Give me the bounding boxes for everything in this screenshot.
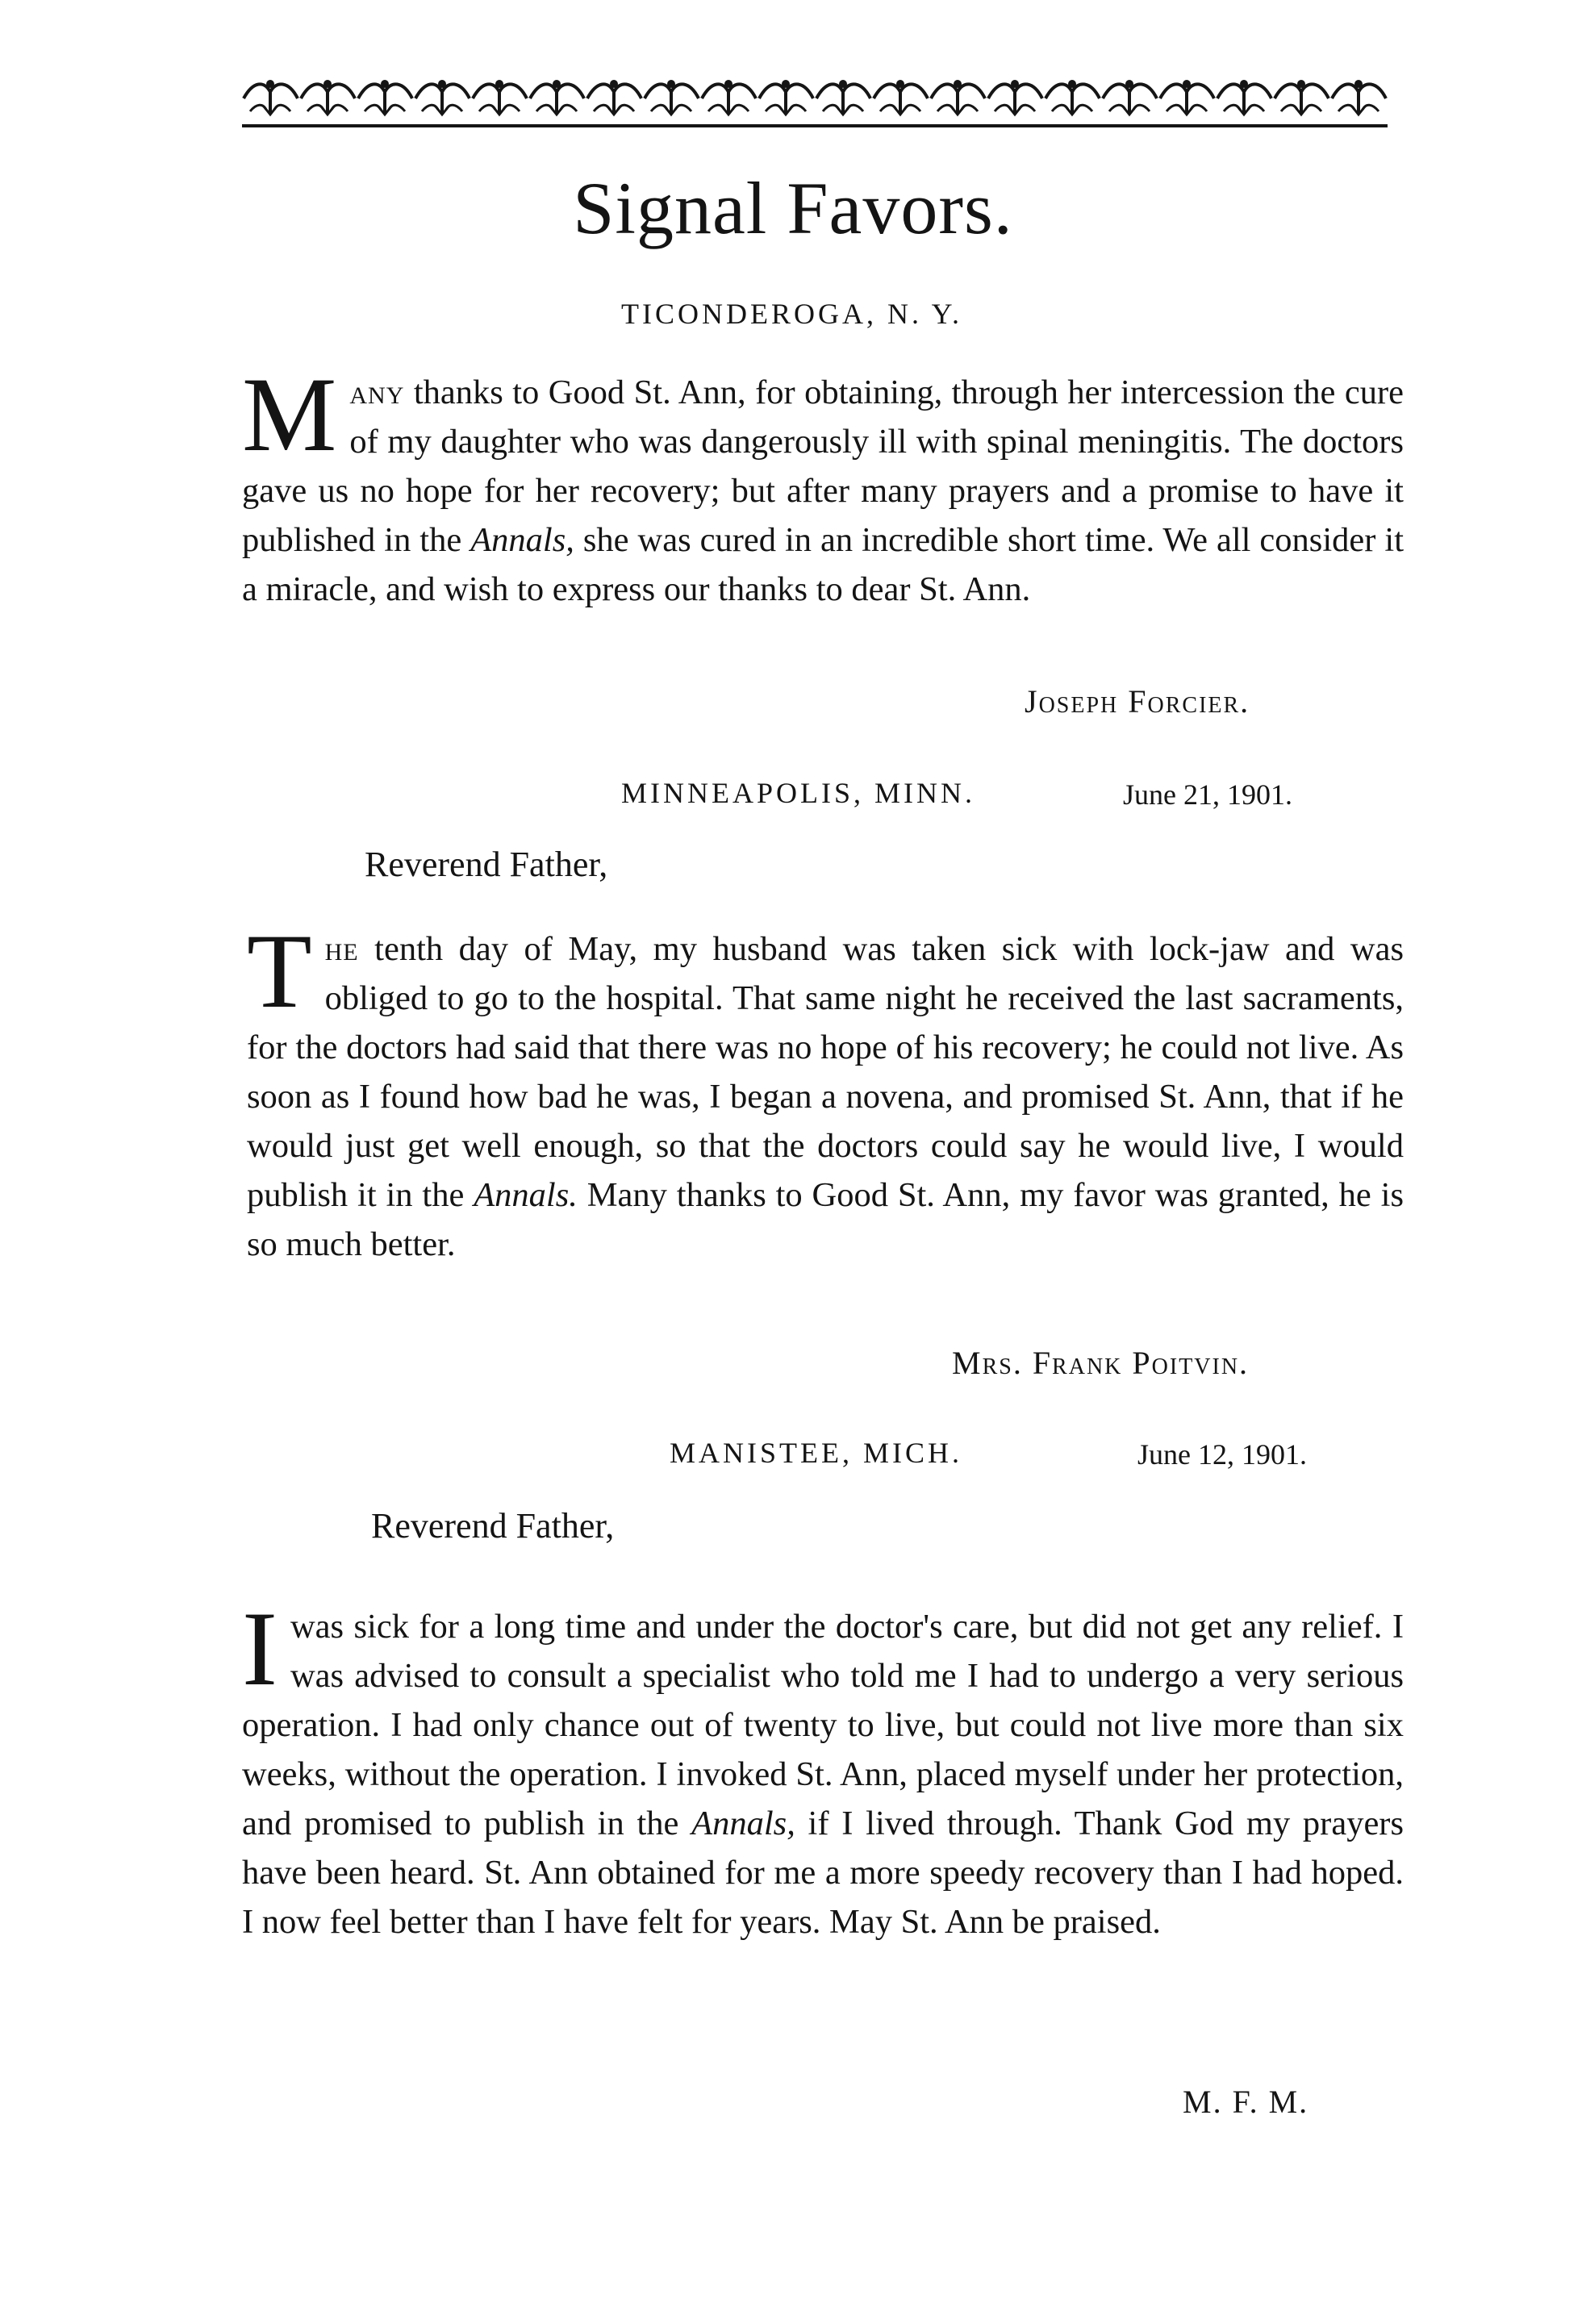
- annals-italic: Annals,: [470, 521, 574, 559]
- body-text: Many thanks to Good St. Ann, my favor was granted, he is so much better.: [247, 1176, 1404, 1263]
- letter-body: [242, 1589, 1404, 1946]
- letter-date: June 12, 1901.: [1137, 1438, 1307, 1471]
- letter-body: [242, 355, 1404, 614]
- annals-italic: Annals,: [691, 1805, 795, 1842]
- page-title: Signal Favors.: [573, 167, 1013, 249]
- lead-word: he: [324, 930, 359, 968]
- body-text: was sick for a long time and under the doctor's care, but did not get any relief. I was advised to consult a specialist who told me I had to undergo a very serious operation. I had only chance out of twenty to live, but could not live more than six weeks, without the operation. I invoked St. Ann, placed myself under her protection, and promised to publish in the: [242, 1608, 1404, 1842]
- letter-body: [247, 912, 1404, 1269]
- letter-place: TICONDEROGA, N. Y.: [621, 298, 962, 330]
- body-text: tenth day of May, my husband was taken sick with lock-jaw and was obliged to go to the hospital. That same night he received the last sacraments, for the doctors had said that there was no hope of his recovery; he could not live. As soon as I found how bad he was, I began a novena, and promised St. Ann, that if he would just get well enough, so that the doctors could say he would live, I would publish it in the: [247, 930, 1404, 1214]
- decorative-border-ornament: [242, 74, 1388, 132]
- signature: Joseph Forcier.: [1025, 683, 1250, 720]
- drop-cap: M: [242, 355, 337, 474]
- body-text: if I lived through. Thank God my prayers have been heard. St. Ann obtained for me a more speedy recovery than I had hoped. I now feel better than I have felt for years. May St. Ann be praised.: [242, 1805, 1404, 1941]
- letter-place: MINNEAPOLIS, MINN.: [621, 777, 975, 809]
- letter-date: June 21, 1901.: [1123, 778, 1292, 811]
- salutation: Reverend Father,: [365, 845, 608, 884]
- body-text: thanks to Good St. Ann, for obtaining, through her intercession the cure of my daughter who was dangerously ill with spinal meningitis. The doctors gave us no hope for her recovery; but after many prayers and a promise to have it published in the: [242, 373, 1404, 559]
- signature: Mrs. Frank Poitvin.: [952, 1345, 1250, 1381]
- drop-cap: I: [242, 1589, 278, 1708]
- body-text: she was cured in an incredible short time. We all consider it a miracle, and wish to express our thanks to dear St. Ann.: [242, 521, 1404, 608]
- salutation: Reverend Father,: [371, 1506, 615, 1546]
- drop-cap: T: [247, 912, 312, 1030]
- letter-place: MANISTEE, MICH.: [670, 1437, 962, 1469]
- annals-italic: Annals.: [474, 1176, 578, 1214]
- lead-word: any: [349, 373, 405, 411]
- signature: M. F. M.: [1183, 2084, 1309, 2120]
